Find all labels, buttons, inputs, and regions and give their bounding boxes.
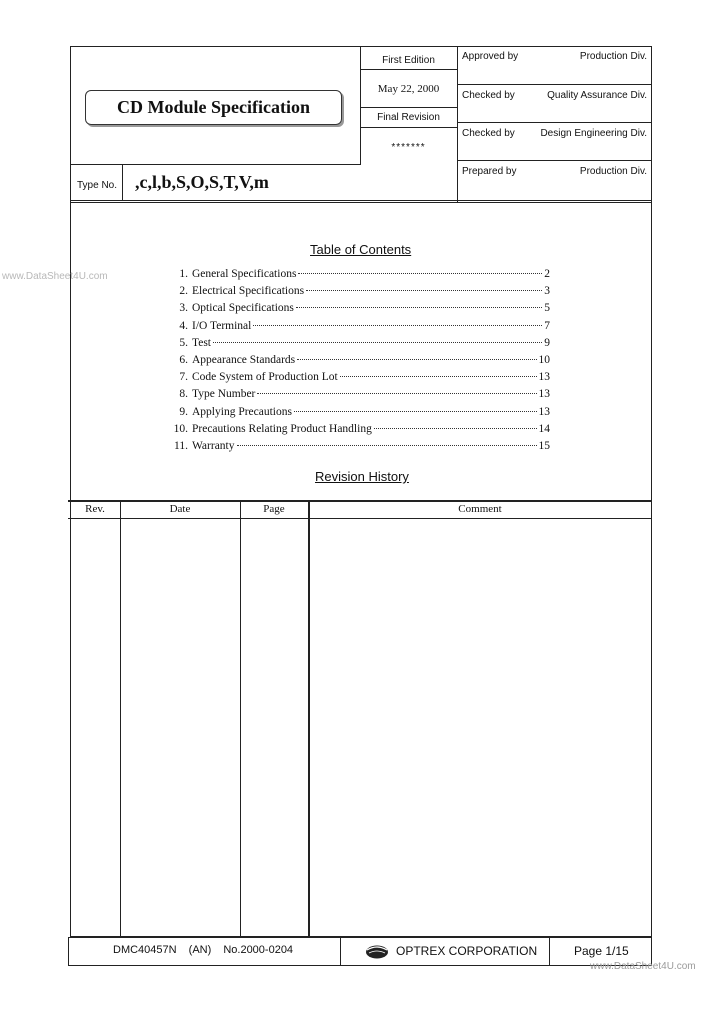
toc-item-number: 3. [179, 302, 188, 315]
toc-leader-dots [296, 307, 542, 308]
approval-role: Approved by [462, 51, 519, 62]
toc-item-number: 11. [174, 440, 188, 452]
approval-dept: Production Div. [579, 51, 647, 62]
toc-item-number: 2. [179, 285, 188, 298]
edition-line-2 [360, 107, 457, 108]
toc-leader-dots [340, 376, 537, 377]
final-revision-label: Final Revision [377, 112, 440, 123]
watermark-right: www.DataSheet4U.com [590, 961, 696, 972]
toc-item [170, 354, 550, 371]
toc-item-number: 8. [179, 388, 188, 401]
revision-col-3 [308, 500, 310, 937]
toc-item-page: 2 [544, 268, 550, 280]
toc-item [170, 371, 550, 388]
toc-item-page: 13 [538, 405, 550, 418]
toc-item-number: 10. [173, 422, 188, 435]
column-header-date: Date [169, 503, 191, 515]
toc-item-number: 4. [179, 319, 188, 332]
toc-item-title: Appearance Standards [192, 354, 296, 366]
toc-item-title: I/O Terminal [192, 319, 252, 332]
toc-item [170, 423, 550, 440]
toc-item-number: 7. [179, 371, 188, 384]
column-header-page: Page [263, 503, 285, 515]
first-edition-label: First Edition [382, 55, 435, 66]
company-logo-icon [365, 943, 389, 959]
revision-col-2 [240, 500, 241, 937]
toc-item [170, 337, 550, 354]
final-revision-value: ******* [391, 142, 426, 153]
toc-item-title: Code System of Production Lot [192, 371, 338, 384]
toc-item-page: 13 [538, 388, 550, 401]
toc-item-title: Precautions Relating Product Handling [192, 422, 372, 435]
toc-item-title: Applying Precautions [192, 405, 292, 418]
toc-leader-dots [213, 342, 542, 343]
revision-header-bottom [68, 518, 652, 519]
footer-company: OPTREX CORPORATION [396, 944, 538, 958]
toc-item-title: General Specifications [192, 268, 297, 280]
type-no-divider [122, 164, 123, 200]
footer-divider-1 [340, 937, 341, 966]
toc-leader-dots [237, 445, 537, 446]
toc-item-page: 5 [544, 302, 550, 315]
approval-checked-qa [458, 85, 650, 123]
footer-lang: (AN) [188, 944, 212, 956]
column-header-rev: Rev. [85, 503, 105, 515]
toc-item-number: 5. [179, 336, 188, 349]
watermark-left: www.DataSheet4U.com [2, 271, 108, 282]
toc-item-title: Electrical Specifications [192, 285, 305, 298]
document-title: CD Module Specification [117, 97, 310, 117]
toc-leader-dots [298, 273, 542, 274]
toc-leader-dots [253, 325, 542, 326]
toc-item-number: 6. [179, 354, 188, 366]
toc-item [170, 302, 550, 319]
footer-number: No.2000-0204 [223, 944, 294, 956]
type-no-value: ,c,l,b,S,O,S,T,V,m [135, 172, 269, 192]
toc-item-page: 10 [538, 354, 550, 366]
edition-line-1 [360, 69, 457, 70]
type-no-label: Type No. [77, 180, 118, 191]
revision-table-top [68, 500, 652, 502]
toc-item-title: Type Number [192, 388, 256, 401]
approval-prepared [458, 161, 650, 199]
toc-item [170, 388, 550, 405]
approval-approved [458, 46, 650, 84]
approval-dept: Quality Assurance Div. [547, 90, 647, 101]
toc-item-number: 1. [179, 268, 188, 280]
toc-leader-dots [294, 411, 537, 412]
header-divider [70, 164, 360, 165]
approval-role: Prepared by [462, 166, 517, 177]
edition-line-3 [360, 127, 457, 128]
footer-divider-2 [549, 937, 550, 966]
toc-item-title: Test [192, 336, 211, 349]
toc-item-title: Warranty [192, 440, 235, 452]
toc-item [170, 406, 550, 423]
toc-item [170, 320, 550, 337]
toc-item-number: 9. [179, 405, 188, 418]
approval-dept: Design Engineering Div. [540, 128, 647, 139]
toc-item-page: 7 [544, 319, 550, 332]
toc-item [170, 440, 550, 457]
header-bottom-inner [70, 200, 652, 201]
toc-item-page: 14 [538, 422, 550, 435]
toc-item [170, 285, 550, 302]
approval-role: Checked by [462, 128, 515, 139]
column-header-comment: Comment [458, 503, 502, 515]
toc-heading: Table of Contents [310, 242, 412, 257]
toc-item-page: 3 [544, 285, 550, 298]
revision-col-1 [120, 500, 121, 937]
first-edition-date: May 22, 2000 [377, 83, 440, 95]
footer-doc-info [113, 944, 293, 956]
toc-item-page: 13 [538, 371, 550, 384]
toc-item-title: Optical Specifications [192, 302, 294, 315]
title-box [85, 90, 342, 125]
approval-checked-de [458, 123, 650, 161]
approval-role: Checked by [462, 90, 515, 101]
toc-leader-dots [374, 428, 537, 429]
toc-leader-dots [257, 393, 536, 394]
revision-heading: Revision History [315, 469, 409, 484]
toc-item-page: 15 [538, 440, 550, 452]
footer-doc-no: DMC40457N [113, 944, 177, 956]
toc-leader-dots [297, 359, 536, 360]
approval-dept: Production Div. [579, 166, 647, 177]
toc-item [170, 268, 550, 285]
toc-item-page: 9 [544, 336, 550, 349]
toc-leader-dots [306, 290, 542, 291]
footer-page: Page 1/15 [574, 944, 629, 958]
